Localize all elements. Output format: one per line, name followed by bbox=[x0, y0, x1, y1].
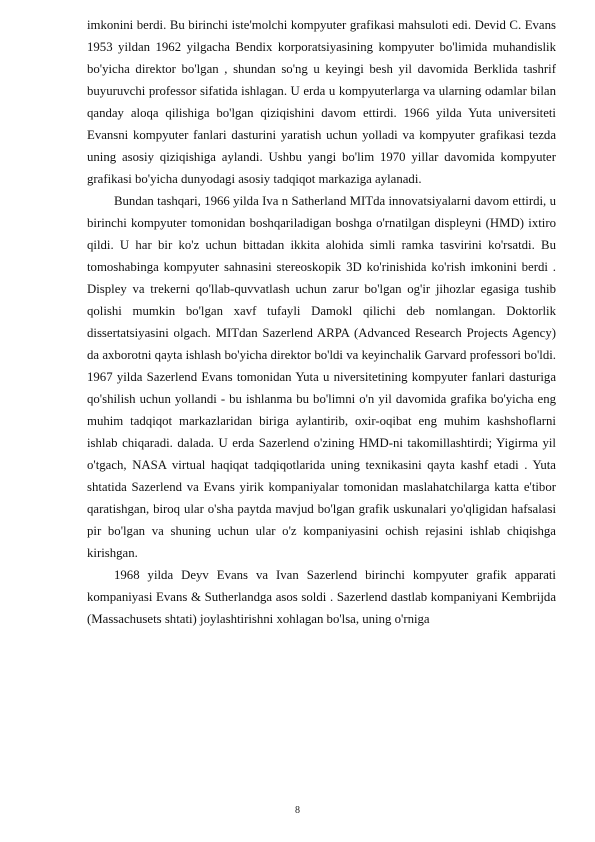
body-text bbox=[87, 14, 556, 630]
page-number: 8 bbox=[295, 805, 300, 816]
paragraph-3: 1968 yilda Deyv Evans va Ivan Sazerlend birinchi kompyuter grafik apparati kompaniyasi Evans & Sutherlandga asos soldi . Sazerlend dastlab kompaniyani Kembrijda (Massachusets shtati) joylashtirishni xohlagan bo'lsa, uning o'rniga bbox=[87, 568, 556, 626]
paragraph-2: Bundan tashqari, 1966 yilda Iva n Satherland MITda innovatsiyalarni davom ettirdi, u birinchi kompyuter tomonidan boshqariladigan boshga o'rnatilgan displeyni (HMD) ixtiro qildi. U har bir ko'z uchun bittadan ikkita alohida simli ramka tasvirini ko'rsatdi. Bu tomoshabinga kompyuter sahnasini stereoskopik 3D ko'rinishida ko'rish imkonini berdi . Displey va trekerni qo'llab-quvvatlash uchun zarur bo'lgan og'ir jihozlar egasiga tushib qolishi mumkin bo'lgan xavf tufayli Damokl qilichi deb nomlangan. Doktorlik dissertatsiyasini olgach. MITdan Sazerlend ARPA (Advanced Research Projects Agency) da axborotni qayta ishlash bo'yicha direktor bo'ldi va keyinchalik Garvard professori bo'ldi. 1967 yilda Sazerlend Evans tomonidan Yuta u niversitetining kompyuter fanlari dasturiga qo'shilish uchun yollandi - bu ishlanma bu bo'limni o'n yil davomida grafika bo'yicha eng muhim tadqiqot markazlaridan biriga aylantirib, oxir-oqibat eng muhim kashshoflarni ishlab chiqaradi. dalada. U erda Sazerlend o'zining HMD-ni takomillashtirdi; Yigirma yil o'tgach, NASA virtual haqiqat tadqiqotlarida uning texnikasini qayta kashf etadi . Yuta shtatida Sazerlend va Evans yirik kompaniyalar tomonidan maslahatchilarga katta e'tibor qaratishgan, biroq ular o'sha paytda mavjud bo'lgan grafik uskunalari yo'qligidan hafsalasi pir bo'lgan va shuning uchun ular o'z kompaniyasini ochish rejasini ishlab chiqishga kirishgan. bbox=[87, 194, 556, 560]
paragraph-1: imkonini berdi. Bu birinchi iste'molchi kompyuter grafikasi mahsuloti edi. Devid C. Evans 1953 yildan 1962 yilgacha Bendix korporatsiyasining kompyuter bo'limida muhandislik bo'yicha direktor bo'lgan , shundan so'ng u keyingi besh yil davomida Berklida tashrif buyuruvchi professor sifatida ishlagan. U erda u kompyuterlarga va ularning odamlar bilan qanday aloqa qilishiga bo'lgan qiziqishini davom ettirdi. 1966 yilda Yuta universiteti Evansni kompyuter fanlari dasturini yaratish uchun yolladi va kompyuter grafikasi tezda uning asosiy qiziqishiga aylandi. Ushbu yangi bo'lim 1970 yillar davomida kompyuter grafikasi bo'yicha dunyodagi asosiy tadqiqot markaziga aylanadi. bbox=[87, 18, 556, 186]
